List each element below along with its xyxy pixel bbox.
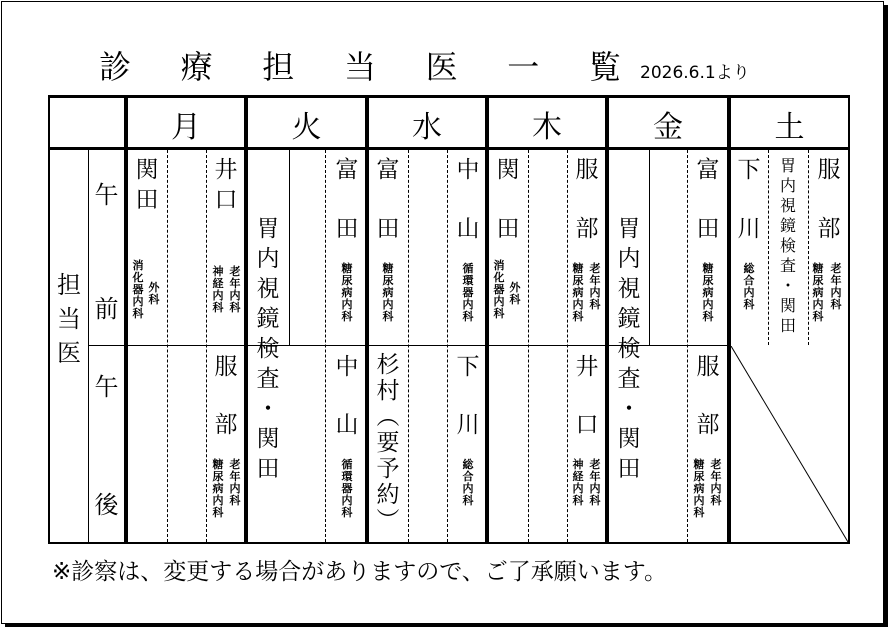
glyph: 関 <box>256 426 280 452</box>
glyph: 部 <box>575 216 599 242</box>
glyph: 視 <box>617 276 641 302</box>
glyph: 年 <box>830 274 842 287</box>
doctor-dept <box>461 263 475 323</box>
glyph: 科 <box>589 494 601 507</box>
doctor-name-cont <box>454 410 482 440</box>
glyph: 尿 <box>693 470 705 483</box>
frame-shadow <box>5 623 888 627</box>
endoscopy-exam <box>772 156 804 336</box>
glyph: 病 <box>341 286 353 299</box>
doctor-name-cont <box>333 410 361 440</box>
glyph: 化 <box>132 271 144 284</box>
glyph: 口 <box>575 412 599 438</box>
glyph: 午 <box>94 181 119 209</box>
glyph: 内 <box>617 246 641 272</box>
glyph: 山 <box>335 412 359 438</box>
doctor-name-cont <box>694 214 722 244</box>
doctor-name <box>694 155 722 185</box>
glyph: 科 <box>462 310 474 323</box>
glyph: 鏡 <box>779 216 796 235</box>
doctor-dept <box>571 263 585 323</box>
glyph: 鏡 <box>617 306 641 332</box>
glyph: 科 <box>382 310 394 323</box>
doctor-dept <box>340 263 354 323</box>
glyph: 検 <box>256 336 280 362</box>
glyph: 内 <box>256 246 280 272</box>
glyph: 視 <box>256 276 280 302</box>
glyph: 内 <box>779 176 796 195</box>
glyph: 尿 <box>572 274 584 287</box>
glyph: 田 <box>779 316 796 335</box>
glyph: 内 <box>341 298 353 311</box>
day-header-sat: 土 <box>774 110 805 145</box>
doctor-dept <box>211 459 225 519</box>
day-header-thu: 木 <box>532 110 562 145</box>
glyph: 尿 <box>702 274 714 287</box>
glyph: 科 <box>830 298 842 311</box>
glyph: 科 <box>572 310 584 323</box>
doctor-name <box>573 352 601 382</box>
glyph: 老 <box>710 458 722 471</box>
glyph: 病 <box>693 482 705 495</box>
glyph: 総 <box>462 458 474 471</box>
glyph: 病 <box>812 286 824 299</box>
glyph: 内 <box>212 494 224 507</box>
glyph: 科 <box>710 494 722 507</box>
doctor-name-cont <box>573 214 601 244</box>
glyph: 内 <box>212 289 224 302</box>
glyph: 環 <box>462 274 474 287</box>
glyph: 循 <box>341 458 353 471</box>
glyph: 田 <box>496 216 520 242</box>
doctor-name-cont <box>333 214 361 244</box>
glyph: 検 <box>779 236 796 255</box>
glyph: 胃 <box>779 156 796 175</box>
row-header-group <box>50 268 88 370</box>
glyph: 病 <box>212 482 224 495</box>
glyph: 糖 <box>812 262 824 275</box>
glyph: 糖 <box>382 262 394 275</box>
glyph: 内 <box>743 286 755 299</box>
glyph: 科 <box>341 506 353 519</box>
glyph: 下 <box>456 354 480 380</box>
doctor-name <box>333 155 361 185</box>
glyph: 服 <box>575 157 599 183</box>
glyph: 科 <box>341 310 353 323</box>
doctor-name-cont <box>573 410 601 440</box>
glyph: 神 <box>212 265 224 278</box>
glyph: 老 <box>229 458 241 471</box>
glyph: 科 <box>743 298 755 311</box>
row-header-morning-1 <box>89 178 124 212</box>
glyph: 査 <box>256 366 280 392</box>
glyph: 年 <box>589 470 601 483</box>
glyph: 内 <box>589 286 601 299</box>
glyph: 器 <box>462 286 474 299</box>
glyph: 老 <box>589 262 601 275</box>
glyph: 化 <box>493 271 505 284</box>
doctor-name-cont <box>494 214 522 244</box>
glyph: 服 <box>696 354 720 380</box>
glyph: 川 <box>737 216 761 242</box>
row-header-afternoon-1 <box>89 370 124 404</box>
doctor-dept <box>811 263 825 323</box>
glyph: 科 <box>812 310 824 323</box>
glyph: 内 <box>812 298 824 311</box>
glyph: 科 <box>462 494 474 507</box>
doctor-name <box>374 155 402 185</box>
doctor-dept <box>701 263 715 323</box>
doctor-dept <box>692 459 706 519</box>
glyph: 中 <box>456 157 480 183</box>
glyph: 内 <box>462 482 474 495</box>
glyph: 診 <box>98 48 131 86</box>
glyph: 関 <box>496 157 520 183</box>
glyph: 田 <box>376 216 400 242</box>
doctor-dept <box>709 459 723 507</box>
glyph: 合 <box>462 470 474 483</box>
doctor-name-cont <box>815 214 843 244</box>
doctor-name-cont <box>374 214 402 244</box>
glyph: 科 <box>132 307 144 320</box>
glyph: 器 <box>132 283 144 296</box>
doctor-name-cont <box>735 214 763 244</box>
doctor-dept <box>508 282 522 306</box>
glyph: 内 <box>702 298 714 311</box>
glyph: 田 <box>617 456 641 482</box>
doctor-dept <box>340 459 354 519</box>
glyph: ・ <box>617 396 641 422</box>
glyph: 視 <box>779 196 796 215</box>
glyph: 総 <box>743 262 755 275</box>
doctor-reservation <box>374 352 402 534</box>
glyph: 内 <box>462 298 474 311</box>
glyph: 療 <box>180 48 213 86</box>
glyph: 富 <box>335 157 359 183</box>
glyph: 医 <box>425 48 458 86</box>
glyph: 井 <box>214 157 238 183</box>
doctor-dept <box>571 459 585 507</box>
doctor-dept <box>742 263 756 311</box>
glyph: 検 <box>617 336 641 362</box>
glyph: 部 <box>817 216 841 242</box>
glyph: 田 <box>335 216 359 242</box>
glyph: 外 <box>509 281 521 294</box>
glyph: 年 <box>229 470 241 483</box>
glyph: 尿 <box>341 274 353 287</box>
doctor-name <box>454 352 482 382</box>
endoscopy-exam <box>253 214 283 484</box>
glyph: 病 <box>382 286 394 299</box>
glyph: 川 <box>456 412 480 438</box>
glyph: 内 <box>693 494 705 507</box>
glyph: 尿 <box>212 470 224 483</box>
glyph: 内 <box>572 482 584 495</box>
frame-shadow <box>884 5 888 625</box>
glyph: ・ <box>779 276 796 295</box>
glyph: 科 <box>212 506 224 519</box>
glyph: 田 <box>696 216 720 242</box>
doctor-name <box>333 352 361 382</box>
glyph: 循 <box>462 262 474 275</box>
doctor-dept <box>829 263 843 311</box>
doctor-dept <box>147 282 161 306</box>
glyph: 内 <box>589 482 601 495</box>
glyph: 担 <box>262 48 295 86</box>
doctor-name-cont <box>212 410 240 440</box>
footer-note: ※診察は、変更する場合がありますので、ご了承願います。 <box>52 559 667 585</box>
glyph: 当 <box>57 305 81 333</box>
doctor-name <box>735 155 763 185</box>
doctor-dept <box>492 260 506 320</box>
glyph: 老 <box>589 458 601 471</box>
glyph: 査 <box>617 366 641 392</box>
glyph: 午 <box>94 373 119 401</box>
glyph: 内 <box>229 289 241 302</box>
glyph: 予 <box>376 456 400 482</box>
glyph: 糖 <box>702 262 714 275</box>
glyph: 年 <box>229 277 241 290</box>
glyph: 査 <box>779 256 796 275</box>
day-header-fri: 金 <box>653 110 683 145</box>
glyph: 尿 <box>812 274 824 287</box>
glyph: 科 <box>212 301 224 314</box>
glyph: 部 <box>214 412 238 438</box>
glyph: 前 <box>94 295 119 323</box>
glyph: 科 <box>229 301 241 314</box>
doctor-dept <box>131 260 145 320</box>
glyph: 糖 <box>693 458 705 471</box>
doctor-name <box>573 155 601 185</box>
glyph: 内 <box>341 494 353 507</box>
glyph: 内 <box>493 295 505 308</box>
page-title <box>95 42 625 88</box>
glyph: 器 <box>493 283 505 296</box>
glyph: 神 <box>572 458 584 471</box>
day-header-mon: 月 <box>171 110 201 145</box>
glyph: 科 <box>148 293 160 306</box>
glyph: 経 <box>212 277 224 290</box>
glyph: 糖 <box>572 262 584 275</box>
glyph: 富 <box>696 157 720 183</box>
glyph: 内 <box>382 298 394 311</box>
doctor-dept <box>228 266 242 314</box>
glyph: 内 <box>132 295 144 308</box>
glyph: 覧 <box>588 48 621 86</box>
doctor-dept <box>211 266 225 314</box>
glyph: 後 <box>94 491 119 519</box>
doctor-dept <box>588 459 602 507</box>
glyph: 病 <box>572 286 584 299</box>
glyph: 鏡 <box>256 306 280 332</box>
glyph: 村 <box>376 378 400 404</box>
glyph: 関 <box>135 157 159 183</box>
glyph: 内 <box>229 482 241 495</box>
glyph: 科 <box>493 307 505 320</box>
glyph: 科 <box>702 310 714 323</box>
glyph: 病 <box>702 286 714 299</box>
glyph: 一 <box>507 48 540 86</box>
glyph: 器 <box>341 482 353 495</box>
glyph: 富 <box>376 157 400 183</box>
glyph: 関 <box>779 296 796 315</box>
glyph: 合 <box>743 274 755 287</box>
glyph: 外 <box>148 281 160 294</box>
doctor-dept <box>461 459 475 507</box>
row-header-morning-2 <box>89 292 124 326</box>
glyph: 胃 <box>256 216 280 242</box>
day-header-tue: 火 <box>291 110 322 145</box>
glyph: 糖 <box>212 458 224 471</box>
glyph: ・ <box>256 396 280 422</box>
doctor-name-cont <box>694 410 722 440</box>
glyph: 老 <box>229 265 241 278</box>
day-header-wed: 水 <box>412 110 442 145</box>
glyph: 田 <box>135 187 159 213</box>
doctor-name <box>133 155 161 215</box>
glyph: 口 <box>214 187 238 213</box>
endoscopy-exam <box>614 214 644 484</box>
glyph: 杉 <box>376 352 400 378</box>
effective-date: 2026.6.1より <box>640 63 750 83</box>
glyph: 科 <box>693 506 705 519</box>
glyph: 部 <box>696 412 720 438</box>
doctor-name <box>694 352 722 382</box>
closed-diagonal <box>731 346 848 542</box>
glyph: 科 <box>589 298 601 311</box>
glyph: 医 <box>57 339 81 367</box>
glyph: 山 <box>456 216 480 242</box>
glyph: ︵ <box>376 404 400 430</box>
glyph: 内 <box>830 286 842 299</box>
glyph: 年 <box>589 274 601 287</box>
doctor-name <box>815 155 843 185</box>
glyph: 尿 <box>382 274 394 287</box>
glyph: 老 <box>830 262 842 275</box>
glyph: 環 <box>341 470 353 483</box>
glyph: 消 <box>132 259 144 272</box>
glyph: 約 <box>376 482 400 508</box>
glyph: 科 <box>509 293 521 306</box>
glyph: 内 <box>572 298 584 311</box>
glyph: ︶ <box>376 508 400 534</box>
glyph: 科 <box>572 494 584 507</box>
doctor-dept <box>588 263 602 311</box>
glyph: 井 <box>575 354 599 380</box>
glyph: 中 <box>335 354 359 380</box>
glyph: 内 <box>710 482 722 495</box>
glyph: 担 <box>57 271 81 299</box>
doctor-dept <box>381 263 395 323</box>
glyph: 服 <box>817 157 841 183</box>
glyph: 当 <box>343 48 376 86</box>
glyph: 糖 <box>341 262 353 275</box>
doctor-name <box>212 352 240 382</box>
doctor-name-cont <box>454 214 482 244</box>
glyph: 服 <box>214 354 238 380</box>
doctor-name <box>454 155 482 185</box>
glyph: 関 <box>617 426 641 452</box>
glyph: 年 <box>710 470 722 483</box>
glyph: 胃 <box>617 216 641 242</box>
row-header-afternoon-2 <box>89 488 124 522</box>
glyph: 下 <box>737 157 761 183</box>
doctor-name <box>212 155 240 215</box>
doctor-dept <box>228 459 242 507</box>
doctor-name <box>494 155 522 185</box>
glyph: 要 <box>376 430 400 456</box>
glyph: 田 <box>256 456 280 482</box>
glyph: 消 <box>493 259 505 272</box>
glyph: 科 <box>229 494 241 507</box>
glyph: 経 <box>572 470 584 483</box>
